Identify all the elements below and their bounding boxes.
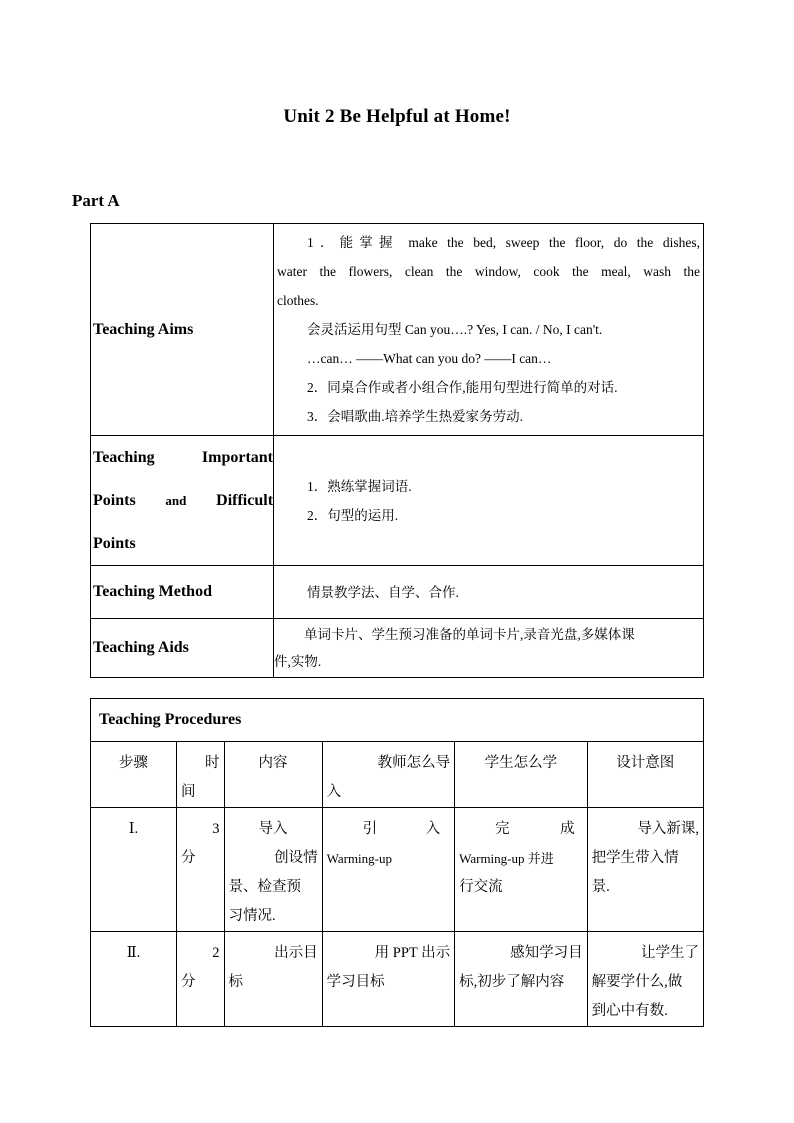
aims-line-1: 1．能掌握 make the bed, sweep the floor, do the dishes, — [307, 235, 700, 250]
row1-student-word-2: 成 — [560, 821, 575, 837]
part-heading: Part A — [72, 191, 120, 210]
header-design-text: 设计意图 — [616, 755, 675, 771]
method-value — [274, 566, 704, 619]
row2-student-line-1: 感知学习目 — [510, 945, 583, 961]
header-teacher-line-2: 入 — [326, 784, 342, 800]
row1-student-line-1 — [459, 815, 583, 844]
header-step-text: 步骤 — [118, 755, 148, 771]
row2-step-text: Ⅱ. — [126, 945, 141, 961]
important-label-word-difficult: Difficult — [216, 492, 274, 509]
row1-student-line-2: Warming-up 并进 — [459, 851, 554, 866]
important-points-value — [274, 436, 704, 566]
header-content — [224, 742, 322, 808]
header-time-line-1: 时 — [205, 755, 220, 771]
row1-content-line-4: 习情况. — [228, 908, 276, 924]
row2-time-line-1: 2 — [212, 945, 220, 961]
important-label-word-points: Points — [93, 492, 136, 509]
procedures-table — [90, 698, 704, 1027]
row2-design-line-1: 让学生了 — [641, 945, 699, 961]
row2-design-line-2: 解要学什么,做 — [591, 974, 683, 990]
aims-line-6: 2．同桌合作或者小组合作,能用句型进行简单的对话. — [307, 380, 618, 395]
header-student — [455, 742, 588, 808]
row1-step — [91, 808, 177, 932]
row1-student-word-1: 完 — [495, 821, 510, 837]
aids-label: Teaching Aids — [91, 619, 274, 678]
method-label: Teaching Method — [91, 566, 274, 619]
procedures-title: Teaching Procedures — [91, 699, 704, 742]
header-student-text: 学生怎么学 — [484, 755, 558, 771]
row2-content-line-2: 标 — [228, 974, 243, 990]
aids-value — [274, 619, 704, 678]
header-teacher-line-1: 教师怎么导 — [377, 755, 451, 771]
procedures-title-row — [91, 699, 704, 742]
table-row — [91, 808, 704, 932]
row1-teacher-line-1 — [327, 815, 451, 844]
row1-teacher-line-2: Warming-up — [326, 851, 392, 866]
row1-content-line-3: 景、检查预 — [228, 879, 301, 895]
aims-row — [91, 224, 704, 436]
row1-design — [587, 808, 703, 932]
row2-content — [224, 932, 322, 1027]
table-row — [91, 932, 704, 1027]
important-label-word-teaching: Teaching — [93, 449, 155, 466]
row2-teacher-line-1: 用 PPT 出示 — [374, 945, 451, 961]
important-label-line-1 — [93, 436, 273, 479]
row1-time — [176, 808, 224, 932]
header-time-line-2: 间 — [180, 784, 196, 800]
row1-content-line-2: 创设情 — [274, 850, 318, 866]
important-line-2: 2．句型的运用. — [307, 507, 399, 523]
header-content-text: 内容 — [258, 755, 288, 771]
header-time — [176, 742, 224, 808]
row1-content — [224, 808, 322, 932]
important-label-line-2 — [93, 479, 273, 522]
row2-time-line-2: 分 — [180, 974, 196, 990]
method-text: 情景教学法、自学、合作. — [307, 584, 459, 600]
aims-line-3: clothes. — [277, 293, 319, 308]
row2-time — [176, 932, 224, 1027]
row1-teacher-word-1: 引 — [362, 821, 378, 837]
important-points-row — [91, 436, 704, 566]
procedures-header-row — [91, 742, 704, 808]
important-label-word-and: and — [165, 493, 187, 508]
header-step — [91, 742, 177, 808]
important-points-label — [91, 436, 274, 566]
row2-teacher — [322, 932, 455, 1027]
row1-time-line-1: 3 — [212, 821, 220, 837]
row1-step-text: Ⅰ. — [128, 821, 139, 837]
aims-value — [274, 224, 704, 436]
row1-student — [455, 808, 588, 932]
important-label-line-3: Points — [93, 535, 136, 552]
row2-student-line-2: 标,初步了解内容 — [459, 974, 565, 990]
important-label-word-important: Important — [201, 449, 273, 466]
document-title: Unit 2 Be Helpful at Home! — [283, 106, 511, 127]
lesson-info-table — [90, 223, 704, 678]
important-line-1: 1．熟练掌握词语. — [307, 478, 412, 494]
aims-line-7: 3．会唱歌曲.培养学生热爱家务劳动. — [307, 409, 523, 424]
row1-student-line-3: 行交流 — [459, 879, 503, 895]
method-row — [91, 566, 704, 619]
aims-label: Teaching Aims — [91, 224, 274, 436]
row2-step — [91, 932, 177, 1027]
row1-design-line-1: 导入新课, — [637, 821, 699, 837]
row1-teacher — [322, 808, 455, 932]
row2-design — [587, 932, 703, 1027]
row2-design-line-3: 到心中有数. — [591, 1003, 668, 1019]
aims-line-2: water the flowers, clean the window, cook the meal, wash the — [277, 264, 700, 279]
aims-line-5: …can… ——What can you do? ——I can… — [307, 351, 552, 366]
aids-row — [91, 619, 704, 678]
row2-student — [455, 932, 588, 1027]
header-teacher — [322, 742, 455, 808]
aids-line-2: 件,实物. — [274, 654, 322, 669]
header-design — [587, 742, 703, 808]
aims-line-4: 会灵活运用句型 Can you….? Yes, I can. / No, I can't. — [307, 322, 603, 337]
row1-time-line-2: 分 — [180, 850, 196, 866]
row1-design-line-2: 把学生带入情 — [591, 850, 679, 866]
row1-design-line-3: 景. — [591, 879, 610, 895]
row2-teacher-line-2: 学习目标 — [326, 974, 385, 990]
aids-line-1: 单词卡片、学生预习准备的单词卡片,录音光盘,多媒体课 — [304, 627, 635, 642]
row2-content-line-1: 出示目 — [274, 945, 318, 961]
row1-content-line-1: 导入 — [258, 821, 288, 837]
row1-teacher-word-2: 入 — [425, 821, 441, 837]
